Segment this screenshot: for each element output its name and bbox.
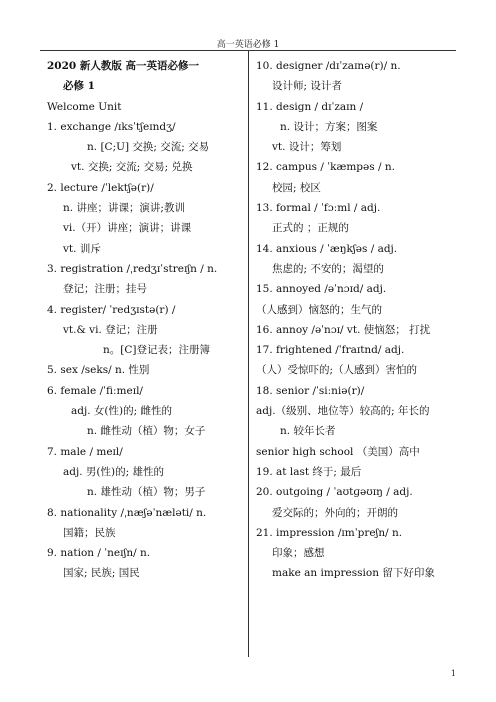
entry-definition: 印象；感想 bbox=[272, 547, 325, 560]
left-column bbox=[47, 56, 244, 584]
entry-definition: 正式的 ；正规的 bbox=[272, 222, 349, 235]
page-header: 高一英语必修 1 bbox=[216, 40, 280, 50]
document-title: 2020 新人教版 高一英语必修一 bbox=[47, 60, 200, 72]
entry-phrase: senior high school （美国）高中 bbox=[256, 445, 420, 458]
entry-definition: n. 雌性动（植）物；女子 bbox=[87, 425, 206, 438]
entry-headword: 6. female /ˈfiːmeɪl/ bbox=[47, 384, 143, 397]
entry-headword: 21. impression /ɪmˈpreʃn/ n. bbox=[256, 526, 403, 539]
entry-definition: 国家; 民族; 国民 bbox=[63, 567, 140, 580]
entry-definition: 设计师; 设计者 bbox=[272, 80, 342, 93]
entry-definition: 爱交际的；外向的；开朗的 bbox=[272, 506, 398, 519]
entry-headword: 18. senior /ˈsiːniə(r)/ bbox=[256, 384, 365, 397]
entry-definition: adj.（级别、地位等）较高的; 年长的 bbox=[256, 405, 430, 418]
entry-definition: n. 设计；方案；图案 bbox=[280, 120, 378, 133]
entry-definition: 国籍；民族 bbox=[63, 526, 116, 539]
entry-definition: n. 较年长者 bbox=[280, 425, 336, 438]
entry-definition: n. 雄性动（植）物；男子 bbox=[87, 486, 206, 499]
entry-headword: 10. designer /dɪˈzaɪnə(r)/ n. bbox=[256, 60, 401, 72]
unit-heading: Welcome Unit bbox=[47, 100, 122, 113]
entry-headword: 20. outgoing / ˈaʊtɡəʊɪŋ / adj. bbox=[256, 486, 413, 499]
entry-definition: adj. 女(性)的; 雌性的 bbox=[71, 405, 172, 418]
entry-definition: vi.（开）讲座；演讲；讲课 bbox=[63, 222, 192, 235]
entry-headword: 1. exchange /ɪksˈtʃeɪndʒ/ bbox=[47, 120, 176, 133]
entry-definition: （人感到）恼怒的；生气的 bbox=[256, 303, 382, 316]
entry-headword: 7. male / meɪl/ bbox=[47, 445, 123, 458]
entry-headword: 12. campus / ˈkæmpəs / n. bbox=[256, 161, 395, 174]
entry-headword: 3. registration /ˌredʒɪˈstreɪʃn / n. bbox=[47, 262, 218, 275]
entry-headword: 9. nation / ˈneɪʃn/ n. bbox=[47, 547, 151, 560]
entry-definition: 登记；注册；挂号 bbox=[63, 283, 147, 296]
entry-phrase: make an impression 留下好印象 bbox=[272, 567, 435, 580]
entry-headword: 15. annoyed /əˈnɔɪd/ adj. bbox=[256, 283, 387, 296]
entry-headword: 17. frightened /ˈfraɪtnd/ adj. bbox=[256, 344, 405, 357]
entry-definition: vt. 设计；筹划 bbox=[272, 141, 342, 154]
document-subtitle: 必修 1 bbox=[63, 80, 95, 93]
entry-definition: vt. 训斥 bbox=[63, 242, 101, 255]
entry-headword: 5. sex /seks/ n. 性别 bbox=[47, 364, 150, 377]
entry-headword: 14. anxious / ˈæŋkʃəs / adj. bbox=[256, 242, 398, 255]
entry-definition: adj. 男(性)的; 雄性的 bbox=[63, 465, 164, 478]
column-divider bbox=[248, 51, 249, 657]
entry-definition: 焦虑的; 不安的；渴望的 bbox=[272, 262, 384, 275]
entry-definition: vt.& vi. 登记；注册 bbox=[63, 323, 158, 336]
entry-headword: 4. register/ ˈredʒɪstə(r) / bbox=[47, 303, 176, 316]
page-number: 1 bbox=[450, 669, 456, 678]
entry-headword: 19. at last 终于; 最后 bbox=[256, 465, 362, 478]
entry-definition: vt. 交换; 交流; 交易; 兑换 bbox=[71, 161, 193, 174]
entry-definition: n. [C;U] 交换; 交流; 交易 bbox=[87, 141, 210, 154]
entry-headword: 2. lecture /ˈlektʃə(r)/ bbox=[47, 181, 154, 194]
entry-headword: 11. design / dɪˈzaɪn / bbox=[256, 100, 364, 113]
entry-headword: 13. formal / ˈfɔːml / adj. bbox=[256, 202, 381, 215]
entry-definition: （人）受惊吓的;（人感到）害怕的 bbox=[256, 364, 418, 377]
entry-headword: 8. nationality /ˌnæʃəˈnæləti/ n. bbox=[47, 506, 207, 519]
entry-definition: n. 讲座；讲课；演讲;教训 bbox=[63, 202, 185, 215]
entry-headword: 16. annoy /əˈnɔɪ/ vt. 使恼怒； 打扰 bbox=[256, 323, 431, 336]
entry-definition: n。[C]登记表；注册簿 bbox=[103, 344, 210, 357]
entry-definition: 校园; 校区 bbox=[272, 181, 321, 194]
right-column bbox=[256, 56, 456, 584]
